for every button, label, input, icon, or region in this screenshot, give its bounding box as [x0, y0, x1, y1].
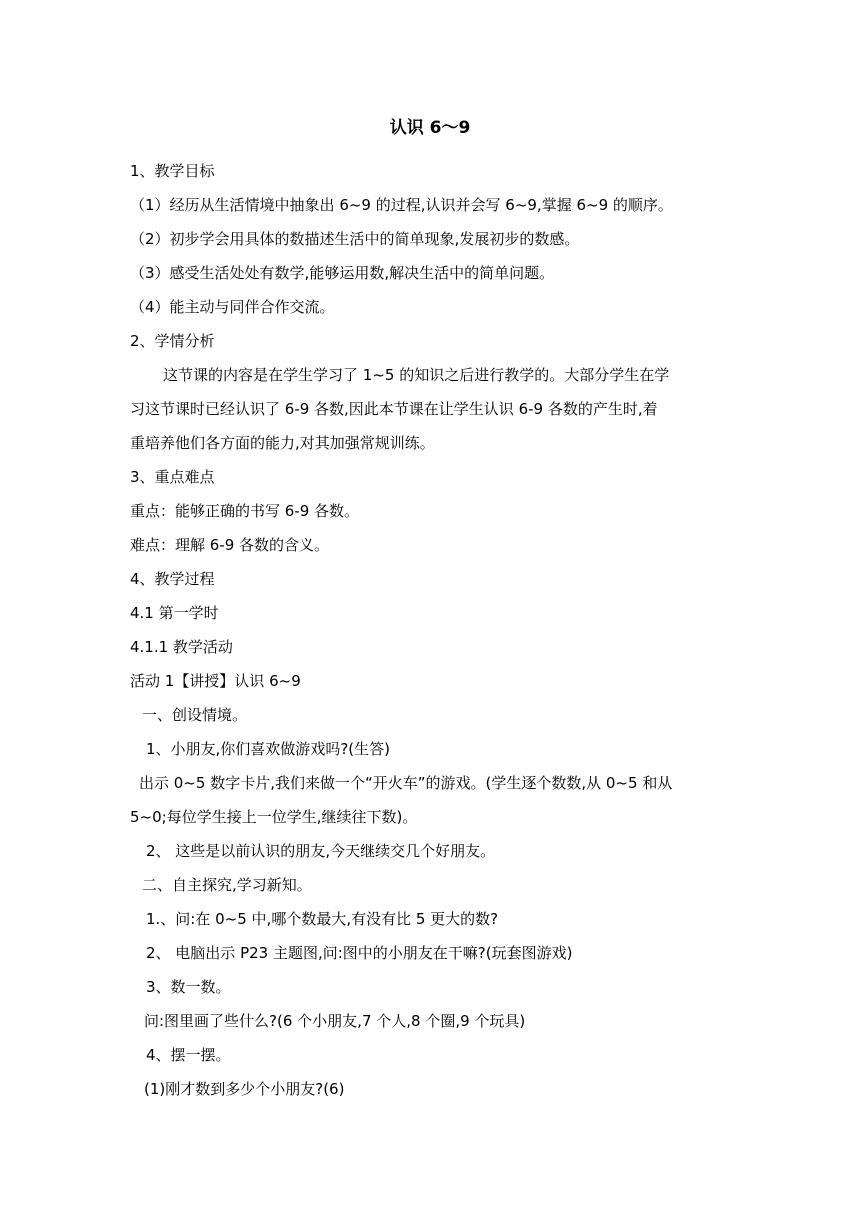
activity-line: 问:图里画了些什么?(6 个小朋友,7 个人,8 个圈,9 个玩具): [144, 1012, 526, 1030]
activity-line: 5~0;每位学生接上一位学生,继续往下数)。: [130, 808, 418, 826]
difficulty-line: 难点：理解 6-9 各数的含义。: [130, 536, 330, 554]
section-heading-key-points: 3、重点难点: [130, 468, 215, 486]
activity-line: 3、数一数。: [146, 978, 231, 996]
activity-line: 出示 0~5 数字卡片,我们来做一个“开火车”的游戏。(学生逐个数数,从 0~5 和从: [139, 774, 673, 792]
activity-line: 1.、问:在 0~5 中,哪个数最大,有没有比 5 更大的数?: [146, 910, 499, 928]
objective-item-2: （2）初步学会用具体的数描述生活中的简单现象,发展初步的数感。: [130, 230, 580, 248]
objective-item-1: （1）经历从生活情境中抽象出 6~9 的过程,认识并会写 6~9,掌握 6~9 的顺序。: [130, 196, 673, 214]
activity-step-heading-2: 二、自主探究,学习新知。: [142, 876, 312, 894]
analysis-paragraph-line-2: 习这节课时已经认识了 6-9 各数,因此本节课在让学生认识 6-9 各数的产生时,着: [130, 400, 658, 418]
key-point-line: 重点：能够正确的书写 6-9 各数。: [130, 502, 360, 520]
section-heading-analysis: 2、学情分析: [130, 332, 215, 350]
subsection-heading-first-lesson: 4.1 第一学时: [130, 604, 219, 622]
subsection-heading-activities: 4.1.1 教学活动: [130, 638, 233, 656]
objective-item-4: （4）能主动与同伴合作交流。: [130, 298, 335, 316]
activity-line: 1、小朋友,你们喜欢做游戏吗?(生答): [146, 740, 390, 758]
objective-item-3: （3）感受生活处处有数学,能够运用数,解决生活中的简单问题。: [130, 264, 555, 282]
activity-line: 4、摆一摆。: [146, 1046, 231, 1064]
activity-line: 2、 这些是以前认识的朋友,今天继续交几个好朋友。: [146, 842, 496, 860]
activity-line: 2、 电脑出示 P23 主题图,问:图中的小朋友在干嘛?(玩套图游戏): [146, 944, 573, 962]
section-heading-objectives: 1、教学目标: [130, 162, 215, 180]
activity-heading: 活动 1【讲授】认识 6~9: [130, 672, 301, 690]
analysis-paragraph-line-3: 重培养他们各方面的能力,对其加强常规训练。: [130, 434, 435, 452]
activity-line: (1)刚才数到多少个小朋友?(6): [144, 1080, 345, 1098]
section-heading-process: 4、教学过程: [130, 570, 215, 588]
document-body: [130, 154, 740, 1106]
activity-step-heading-1: 一、创设情境。: [142, 706, 248, 724]
analysis-paragraph-line-1: 这节课的内容是在学生学习了 1~5 的知识之后进行教学的。大部分学生在学: [163, 366, 670, 384]
document-title: 认识 6～9: [389, 118, 471, 138]
